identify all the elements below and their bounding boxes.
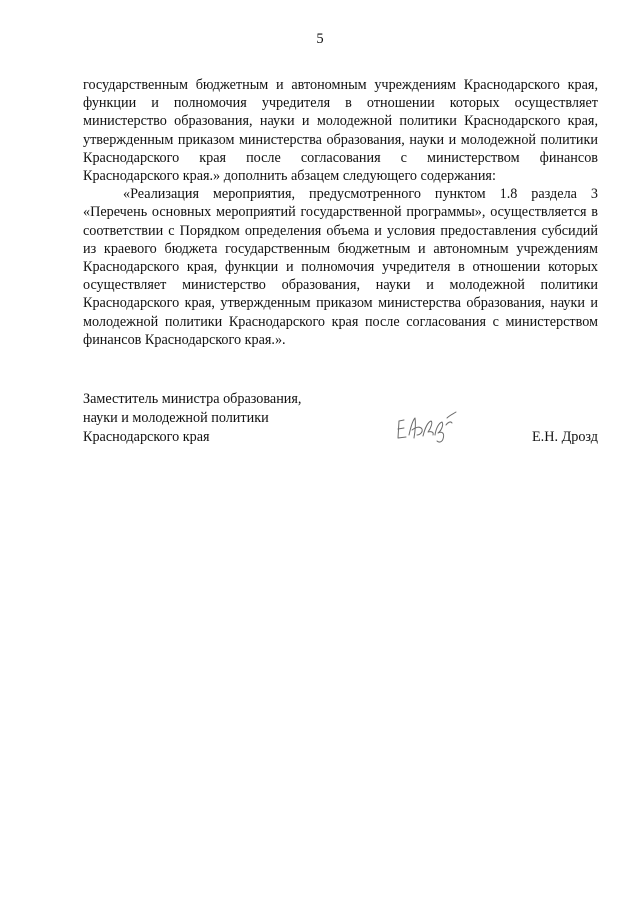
signatory-name: Е.Н. Дрозд [532,429,598,445]
signatory-title-line: науки и молодежной политики [83,410,269,426]
signatory-title [83,390,301,447]
signatory-title-line: Краснодарского края [83,429,210,445]
signature-block [83,390,598,450]
body-paragraph: «Реализация мероприятия, предусмотренного пунктом 1.8 раздела 3 «Перечень основных мероприятий государственной программы», осуществляется в соответствии с Порядком определения объема и условия предоставления субсидий из краевого бюджета государственным бюджетным и автономным учреждениям Краснодарского края, функции и полномочия учредителя в отношении которых осуществляет министерство образования, науки и молодежной политики Краснодарского края, утвержденным приказом министерства образования, науки и молодежной политики Краснодарского края после согласования с министерством финансов Краснодарского края.». [83,186,598,348]
body-paragraph: государственным бюджетным и автономным учреждениям Краснодарского края, функции и полномочия учредителя в отношении которых осуществляет министерство образования, науки и молодежной политики Краснодарского края, утвержденным приказом министерства образования, науки и молодежной политики Краснодарского края после согласования с министерством финансов Краснодарского края.» дополнить абзацем следующего содержания: [83,77,598,185]
page-number: 5 [316,31,324,47]
handwritten-signature [395,408,459,444]
document-body [83,76,598,349]
signatory-title-line: Заместитель министра образования, [83,391,302,407]
